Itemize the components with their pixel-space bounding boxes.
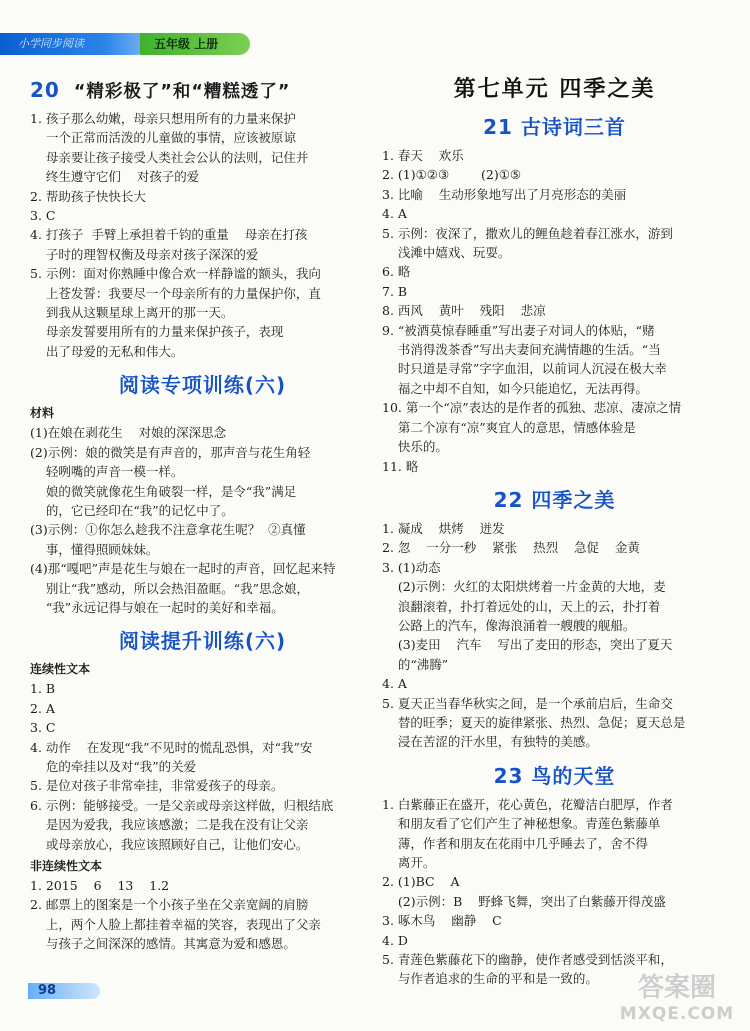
section-title: [382, 760, 727, 789]
answer-line: 到我从这颗星球上离开的那一天。: [30, 305, 234, 321]
answer-line: 3. C: [30, 208, 56, 224]
answer-line: 1. 2015 6 13 1.2: [30, 878, 170, 893]
answer-line: 8. 西风 黄叶 残阳 悲凉: [382, 303, 546, 319]
answer-line: 2. (1)BC A: [382, 874, 460, 890]
answer-line: 的，它已经印在“我”的记忆中了。: [30, 502, 234, 518]
section-title: [382, 111, 727, 140]
answer-line: 9. “被酒莫惊春睡重”写出妻子对词人的体贴，“赌: [382, 322, 655, 338]
answer-line: 上苍发誓：我要尽一个母亲所有的力量保护你，直: [30, 285, 321, 301]
answer-line: 危的牵挂以及对“我”的关爱: [30, 758, 197, 774]
watermark-url: MXQE.COM: [619, 1004, 735, 1024]
answer-line: 4. D: [382, 932, 408, 948]
lesson-number: 20: [30, 78, 60, 102]
section-title-text: 阅读提升训练(六): [118, 629, 287, 654]
answer-line: 6. 略: [382, 264, 411, 280]
left-column: [30, 68, 375, 954]
answer-line: 2. 帮助孩子快快长大: [30, 188, 146, 204]
section-title: [30, 625, 375, 654]
answer-line: 11. 略: [382, 458, 419, 474]
answer-line: 浪翻滚着，扑打着远处的山，天上的云，扑打着: [382, 598, 661, 614]
answer-line: 5. 是位对孩子非常牵挂，非常爱孩子的母亲。: [30, 778, 284, 794]
answer-line: “我”永远记得与娘在一起时的美好和幸福。: [30, 599, 284, 615]
grade-label: 五年级 上册: [140, 33, 250, 55]
answer-line: 别让“我”感动，所以会热泪盈眶。“我”思念娘，: [30, 580, 309, 596]
section-title-text: 22 四季之美: [493, 487, 616, 512]
watermark-logo: [612, 975, 742, 1027]
answer-line: (1)在娘在剥花生 对娘的深深思念: [30, 425, 227, 441]
answer-line: (2)示例：火红的太阳烘烤着一片金黄的大地，麦: [382, 579, 666, 595]
section-title: [382, 484, 727, 513]
answer-line: 4. A: [382, 206, 407, 222]
answer-line: 1. 孩子那么幼嫩，母亲只想用所有的力量来保护: [30, 111, 296, 126]
answer-line: (2)示例：B 野蜂飞舞，突出了白紫藤开得茂盛: [382, 893, 666, 909]
answer-line: 5. 夏天正当春华秋实之间，是一个承前启后，生命交: [382, 695, 673, 711]
answer-line: 替的旺季；夏天的旋律紧张、热烈、急促；夏天总是: [382, 714, 686, 730]
answer-line: 3. 啄木鸟 幽静 C: [382, 913, 502, 929]
answer-line: 浅滩中嬉戏、玩耍。: [382, 245, 511, 261]
answer-line: 5. 示例：夜深了，撒欢儿的鲤鱼趁着春江涨水，游到: [382, 225, 673, 241]
answer-line: 母亲发誓要用所有的力量来保护孩子，表现: [30, 324, 284, 340]
answer-line: 或母亲放心，我应该照顾好自己，让他们安心。: [30, 836, 309, 852]
answer-line: (4)那“嘎吧”声是花生与娘在一起时的声音，回忆起来特: [30, 561, 336, 577]
answer-line: 1. B: [30, 681, 56, 697]
answer-line: 公路上的汽车，像海浪涌着一艘艘的舰船。: [382, 617, 636, 633]
answer-line: 1. 白紫藤正在盛开，花心黄色，花瓣洁白肥厚，作者: [382, 796, 673, 812]
section-title-text: 21 古诗词三首: [483, 115, 626, 139]
answer-line: 浸在苦涩的汗水里，有独特的美感。: [382, 734, 598, 750]
answer-line: 1. 凝成 烘烤 迸发: [382, 520, 505, 536]
answer-line: 轻咧嘴的声音一模一样。: [30, 464, 184, 480]
subsection-label: 连续性文本: [30, 662, 91, 677]
answer-line: 与作者追求的生命的平和是一致的。: [382, 971, 598, 987]
answer-line: (3)麦田 汽车 写出了麦田的形态，突出了夏天: [382, 637, 673, 653]
answer-line: 上，两个人脸上都挂着幸福的笑容，表现出了父亲: [30, 916, 321, 932]
answer-line: 母亲要让孩子接受人类社会公认的法则，记住并: [30, 149, 309, 165]
answer-line: 福之中却不自知，如今只能追忆，无法再得。: [382, 380, 648, 396]
answer-line: 2. (1)①②③ (2)①⑤: [382, 167, 522, 183]
answer-line: 6. 示例：能够接受。一是父亲或母亲这样做，归根结底: [30, 797, 334, 813]
answer-line: 10. 第一个“凉”表达的是作者的孤独、悲凉、凄凉之情: [382, 400, 682, 416]
answer-line: 的“沸腾”: [382, 656, 449, 672]
answer-line: 和朋友看了它们产生了神秘想象。青莲色紫藤单: [382, 816, 661, 832]
section-title: [30, 369, 375, 398]
page-number: 98: [28, 983, 100, 999]
section-title: [382, 72, 727, 103]
section-title-text: 23 鸟的天堂: [493, 763, 616, 788]
section-title: [30, 78, 375, 103]
answer-line: 终生遵守它们 对孩子的爱: [30, 169, 200, 185]
right-column: [382, 68, 727, 989]
section-title-text: “精彩极了”和“糟糕透了”: [73, 82, 291, 102]
answer-line: 事，懂得照顾妹妹。: [30, 541, 159, 557]
answer-line: 时只道是寻常”字字血泪，以前词人沉浸在极大幸: [382, 361, 667, 377]
section-title-text: 阅读专项训练(六): [118, 373, 287, 398]
answer-line: (3)示例：①你怎么趁我不注意拿花生呢？ ②真懂: [30, 522, 306, 538]
answer-line: 5. 示例：面对你熟睡中像合欢一样静谧的额头，我向: [30, 266, 321, 282]
answer-line: 薄，作者和朋友在花雨中几乎睡去了，舍不得: [382, 835, 648, 851]
answer-line: 5. 青莲色紫藤花下的幽静，使作者感受到恬淡平和，: [382, 952, 673, 968]
answer-line: (2)示例：娘的微笑是有声音的，那声音与花生角轻: [30, 444, 311, 460]
answer-line: 2. A: [30, 700, 55, 716]
answer-line: 2. 忽 一分一秒 紧张 热烈 急促 金黄: [382, 540, 640, 556]
answer-line: 1. 春天 欢乐: [382, 148, 464, 163]
answer-line: 是因为爱我，我应该感激；二是我在没有让父亲: [30, 817, 309, 833]
subsection-label: 非连续性文本: [30, 859, 103, 873]
answer-line: 快乐的。: [382, 439, 448, 455]
answer-line: 2. 邮票上的图案是一个小孩子坐在父亲宽阔的肩膀: [30, 897, 309, 913]
answer-line: 7. B: [382, 283, 408, 299]
answer-line: 子时的理智权衡及母亲对孩子深深的爱: [30, 246, 259, 262]
answer-line: 娘的微笑就像花生角破裂一样，是令“我”满足: [30, 483, 297, 499]
answer-line: 4. A: [382, 676, 407, 692]
answer-line: 3. (1)动态: [382, 559, 441, 575]
page-header: [0, 33, 250, 55]
answer-line: 3. 比喻 生动形象地写出了月亮形态的美丽: [382, 186, 627, 202]
answer-line: 书消得泼茶香”写出夫妻间充满情趣的生活。“当: [382, 342, 661, 358]
answer-line: 3. C: [30, 720, 56, 736]
answer-line: 与孩子之间深深的感情。其寓意为爱和感恩。: [30, 936, 296, 952]
watermark-text: 答案圈: [637, 973, 716, 1003]
answer-line: 第二个凉有“凉”爽宜人的意思，情感体验是: [382, 419, 636, 435]
answer-line: 4. 动作 在发现“我”不见时的慌乱恐惧，对“我”安: [30, 739, 313, 755]
answer-line: 离开。: [382, 855, 436, 870]
series-label: 小学同步阅读: [0, 33, 150, 55]
answer-line: 4. 打孩子 手臂上承担着千钧的重量 母亲在打孩: [30, 227, 308, 243]
section-title-text: 第七单元 四季之美: [453, 77, 656, 102]
subsection-label: 材料: [30, 406, 55, 421]
answer-line: 一个正常而活泼的儿童做的事情，应该被原谅: [30, 130, 296, 146]
answer-line: 出了母爱的无私和伟大。: [30, 343, 184, 359]
